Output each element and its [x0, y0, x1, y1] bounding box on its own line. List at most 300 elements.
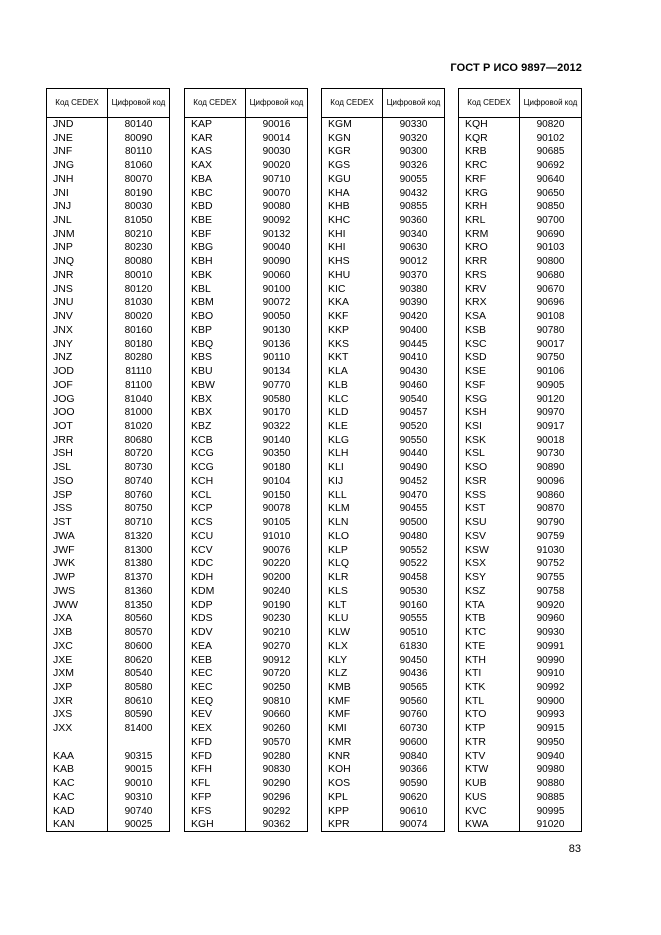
cedex-code-cell: JNP [47, 241, 108, 255]
table-row [185, 598, 308, 612]
numeric-code-cell: 90759 [520, 530, 582, 544]
table-row [322, 159, 445, 173]
column-header-num: Цифровой код [246, 89, 308, 118]
cedex-code-cell: KLB [322, 378, 383, 392]
table-row [459, 159, 582, 173]
numeric-code-cell: 90570 [246, 736, 308, 750]
cedex-code-cell: KLI [322, 461, 383, 475]
table-row [185, 310, 308, 324]
table-row [47, 736, 170, 750]
table-row [459, 447, 582, 461]
table-row [47, 433, 170, 447]
table-row [459, 351, 582, 365]
cedex-code-cell: KBA [185, 172, 246, 186]
table-row [185, 736, 308, 750]
cedex-code-cell: KFL [185, 777, 246, 791]
table-row [185, 324, 308, 338]
cedex-code-cell: KLX [322, 639, 383, 653]
table-row [47, 406, 170, 420]
cedex-code-cell: JXP [47, 681, 108, 695]
cedex-code-cell: KAX [185, 159, 246, 173]
cedex-code-cell: KTK [459, 681, 520, 695]
table-row [185, 461, 308, 475]
table-row [459, 584, 582, 598]
cedex-code-cell: KAN [47, 818, 108, 832]
numeric-code-cell: 61830 [383, 639, 445, 653]
numeric-code-cell: 90150 [246, 488, 308, 502]
numeric-code-cell: 81370 [108, 571, 170, 585]
numeric-code-cell: 90020 [246, 159, 308, 173]
numeric-code-cell: 81020 [108, 420, 170, 434]
numeric-code-cell: 80080 [108, 255, 170, 269]
numeric-code-cell: 81100 [108, 378, 170, 392]
table-row [322, 433, 445, 447]
table-row [47, 790, 170, 804]
numeric-code-cell: 80190 [108, 186, 170, 200]
table-row [459, 530, 582, 544]
cedex-code-cell: KBL [185, 282, 246, 296]
numeric-code-cell: 90132 [246, 227, 308, 241]
numeric-code-cell: 90950 [520, 736, 582, 750]
cedex-code-cell: JNU [47, 296, 108, 310]
cedex-code-cell: JOF [47, 378, 108, 392]
cedex-code-cell: KLY [322, 653, 383, 667]
numeric-code-cell: 80580 [108, 681, 170, 695]
cedex-code-cell: JSH [47, 447, 108, 461]
table-row [459, 736, 582, 750]
numeric-code-cell: 90136 [246, 337, 308, 351]
table-row [185, 365, 308, 379]
numeric-code-cell: 90040 [246, 241, 308, 255]
table-row [185, 378, 308, 392]
table-row [185, 241, 308, 255]
numeric-code-cell: 90018 [520, 433, 582, 447]
numeric-code-cell: 90500 [383, 516, 445, 530]
numeric-code-cell: 90930 [520, 626, 582, 640]
numeric-code-cell: 80570 [108, 626, 170, 640]
numeric-code-cell: 80620 [108, 653, 170, 667]
table-row [47, 557, 170, 571]
numeric-code-cell: 90210 [246, 626, 308, 640]
table-row [459, 337, 582, 351]
numeric-code-cell: 80750 [108, 502, 170, 516]
table-row [322, 722, 445, 736]
numeric-code-cell: 90320 [383, 131, 445, 145]
table-row [322, 392, 445, 406]
numeric-code-cell: 90072 [246, 296, 308, 310]
table-row [459, 378, 582, 392]
table-row [459, 749, 582, 763]
table-row [185, 131, 308, 145]
numeric-code-cell: 80030 [108, 200, 170, 214]
cedex-code-cell: KBZ [185, 420, 246, 434]
cedex-code-cell: KEC [185, 667, 246, 681]
numeric-code-cell: 90366 [383, 763, 445, 777]
table-row [459, 804, 582, 818]
table-row [322, 736, 445, 750]
table-row [185, 777, 308, 791]
cedex-code-cell: KDP [185, 598, 246, 612]
table-row [47, 708, 170, 722]
table-row [185, 612, 308, 626]
table-row [459, 241, 582, 255]
cedex-code-cell: KRR [459, 255, 520, 269]
cedex-code-cell: KTE [459, 639, 520, 653]
numeric-code-cell: 80210 [108, 227, 170, 241]
cedex-code-cell: JWW [47, 598, 108, 612]
cedex-code-cell: KGU [322, 172, 383, 186]
table-row [185, 763, 308, 777]
table-row [322, 255, 445, 269]
cedex-code-cell: KSL [459, 447, 520, 461]
cedex-code-cell: KTV [459, 749, 520, 763]
table-row [322, 749, 445, 763]
numeric-code-cell: 90630 [383, 241, 445, 255]
table-row [322, 598, 445, 612]
numeric-code-cell: 80710 [108, 516, 170, 530]
cedex-code-cell: JWA [47, 530, 108, 544]
table-row [47, 598, 170, 612]
numeric-code-cell: 90885 [520, 790, 582, 804]
cedex-code-cell: KSZ [459, 584, 520, 598]
cedex-code-cell: JNI [47, 186, 108, 200]
cedex-code-cell: KGN [322, 131, 383, 145]
table-row [322, 200, 445, 214]
table-row [47, 818, 170, 832]
numeric-code-cell: 90820 [520, 118, 582, 132]
cedex-code-cell: KRH [459, 200, 520, 214]
numeric-code-cell: 90995 [520, 804, 582, 818]
cedex-code-cell: KMB [322, 681, 383, 695]
table-row [47, 172, 170, 186]
numeric-code-cell: 90840 [383, 749, 445, 763]
cedex-code-cell: KKF [322, 310, 383, 324]
numeric-code-cell: 90014 [246, 131, 308, 145]
table-row [47, 475, 170, 489]
numeric-code-cell: 90180 [246, 461, 308, 475]
numeric-code-cell: 90436 [383, 667, 445, 681]
numeric-code-cell: 90130 [246, 324, 308, 338]
cedex-code-cell: KLT [322, 598, 383, 612]
numeric-code-cell: 90915 [520, 722, 582, 736]
cedex-code-cell: KRS [459, 269, 520, 283]
table-row [47, 337, 170, 351]
table-row [322, 365, 445, 379]
table-row [459, 269, 582, 283]
cedex-code-cell: KHA [322, 186, 383, 200]
numeric-code-cell: 90870 [520, 502, 582, 516]
cedex-code-cell: KHI [322, 241, 383, 255]
numeric-code-cell: 91010 [246, 530, 308, 544]
cedex-code-cell: KBG [185, 241, 246, 255]
cedex-code-cell: KCH [185, 475, 246, 489]
table-row [322, 612, 445, 626]
table-row [322, 378, 445, 392]
numeric-code-cell: 90855 [383, 200, 445, 214]
cedex-code-cell: KKS [322, 337, 383, 351]
cedex-code-cell: KBH [185, 255, 246, 269]
numeric-code-cell: 90550 [383, 433, 445, 447]
cedex-code-cell: KSC [459, 337, 520, 351]
table-row [459, 282, 582, 296]
numeric-code-cell: 80590 [108, 708, 170, 722]
cedex-code-cell: KSV [459, 530, 520, 544]
cedex-code-cell: KAA [47, 749, 108, 763]
numeric-code-cell: 90600 [383, 736, 445, 750]
cedex-code-cell: KAC [47, 790, 108, 804]
numeric-code-cell: 80010 [108, 269, 170, 283]
numeric-code-cell: 90096 [520, 475, 582, 489]
table-row [47, 639, 170, 653]
cedex-code-cell: KAP [185, 118, 246, 132]
numeric-code-cell: 90620 [383, 790, 445, 804]
numeric-code-cell [108, 736, 170, 750]
column-header-num: Цифровой код [108, 89, 170, 118]
cedex-code-cell: JXC [47, 639, 108, 653]
cedex-code-cell: KLL [322, 488, 383, 502]
cedex-code-cell: KGS [322, 159, 383, 173]
table-row [459, 145, 582, 159]
numeric-code-cell: 80140 [108, 118, 170, 132]
cedex-code-cell: JOG [47, 392, 108, 406]
numeric-code-cell: 90103 [520, 241, 582, 255]
cedex-code-cell: KTI [459, 667, 520, 681]
table-row [185, 667, 308, 681]
numeric-code-cell: 90106 [520, 365, 582, 379]
numeric-code-cell: 80560 [108, 612, 170, 626]
table-row [322, 337, 445, 351]
cedex-code-cell: KWA [459, 818, 520, 832]
table-row [322, 406, 445, 420]
numeric-code-cell: 90610 [383, 804, 445, 818]
cedex-code-cell: KLG [322, 433, 383, 447]
cedex-code-cell: JSO [47, 475, 108, 489]
cedex-code-cell: KLW [322, 626, 383, 640]
page-number: 83 [568, 843, 581, 855]
table-row [185, 282, 308, 296]
cedex-code-cell: KPL [322, 790, 383, 804]
numeric-code-cell: 90315 [108, 749, 170, 763]
cedex-code-cell: JRR [47, 433, 108, 447]
numeric-code-cell: 90700 [520, 214, 582, 228]
numeric-code-cell: 90430 [383, 365, 445, 379]
numeric-code-cell: 90510 [383, 626, 445, 640]
cedex-code-cell: JSS [47, 502, 108, 516]
numeric-code-cell: 90760 [383, 708, 445, 722]
cedex-code-cell: KSB [459, 324, 520, 338]
cedex-code-cell: KSR [459, 475, 520, 489]
table-row [47, 612, 170, 626]
numeric-code-cell: 90540 [383, 392, 445, 406]
table-row [459, 461, 582, 475]
cedex-code-cell: KCG [185, 461, 246, 475]
cedex-code-cell: KEQ [185, 694, 246, 708]
numeric-code-cell: 90452 [383, 475, 445, 489]
cedex-code-cell: JXR [47, 694, 108, 708]
numeric-code-cell: 90090 [246, 255, 308, 269]
cedex-code-cell: KBU [185, 365, 246, 379]
table-row [459, 681, 582, 695]
numeric-code-cell: 90420 [383, 310, 445, 324]
table-row [322, 763, 445, 777]
table-row [185, 818, 308, 832]
table-row [459, 667, 582, 681]
table-row [459, 227, 582, 241]
numeric-code-cell: 90890 [520, 461, 582, 475]
codes-table-1 [46, 88, 170, 832]
numeric-code-cell: 90692 [520, 159, 582, 173]
table-row [459, 626, 582, 640]
numeric-code-cell: 90993 [520, 708, 582, 722]
cedex-code-cell: KCV [185, 543, 246, 557]
cedex-code-cell: JOT [47, 420, 108, 434]
cedex-code-cell: JWK [47, 557, 108, 571]
numeric-code-cell: 81400 [108, 722, 170, 736]
cedex-code-cell: JXA [47, 612, 108, 626]
cedex-code-cell: KEB [185, 653, 246, 667]
numeric-code-cell: 90520 [383, 420, 445, 434]
cedex-code-cell: KLR [322, 571, 383, 585]
table-row [185, 392, 308, 406]
numeric-code-cell: 90322 [246, 420, 308, 434]
cedex-code-cell: JNQ [47, 255, 108, 269]
table-row [47, 447, 170, 461]
table-row [459, 200, 582, 214]
column-header-code: Код CEDEX [459, 89, 520, 118]
cedex-code-cell: KRG [459, 186, 520, 200]
numeric-code-cell: 90440 [383, 447, 445, 461]
table-row [185, 516, 308, 530]
table-row [47, 777, 170, 791]
cedex-code-cell: KHI [322, 227, 383, 241]
numeric-code-cell: 90905 [520, 378, 582, 392]
numeric-code-cell: 90555 [383, 612, 445, 626]
table-row [459, 172, 582, 186]
cedex-code-cell: KBC [185, 186, 246, 200]
numeric-code-cell: 90912 [246, 653, 308, 667]
cedex-code-cell: JNG [47, 159, 108, 173]
column-header-num: Цифровой код [520, 89, 582, 118]
table-row [185, 351, 308, 365]
table-row [47, 365, 170, 379]
table-row [47, 296, 170, 310]
cedex-code-cell: JNH [47, 172, 108, 186]
numeric-code-cell: 90860 [520, 488, 582, 502]
cedex-code-cell: JNM [47, 227, 108, 241]
table-row [322, 214, 445, 228]
numeric-code-cell: 90380 [383, 282, 445, 296]
table-row [322, 324, 445, 338]
cedex-code-cell: KBE [185, 214, 246, 228]
cedex-code-cell: JOD [47, 365, 108, 379]
numeric-code-cell: 90740 [108, 804, 170, 818]
table-row [322, 310, 445, 324]
cedex-code-cell: KKA [322, 296, 383, 310]
numeric-code-cell: 90300 [383, 145, 445, 159]
cedex-code-cell: KMI [322, 722, 383, 736]
table-row [47, 694, 170, 708]
cedex-code-cell: KDH [185, 571, 246, 585]
table-row [185, 653, 308, 667]
cedex-code-cell: KFD [185, 749, 246, 763]
table-row [322, 818, 445, 832]
cedex-code-cell: KSO [459, 461, 520, 475]
numeric-code-cell: 81380 [108, 557, 170, 571]
table-row [47, 681, 170, 695]
cedex-code-cell: KBF [185, 227, 246, 241]
table-row [322, 694, 445, 708]
cedex-code-cell: JOO [47, 406, 108, 420]
cedex-code-cell: KAR [185, 131, 246, 145]
codes-table-body [185, 118, 308, 832]
numeric-code-cell: 90012 [383, 255, 445, 269]
numeric-code-cell: 90880 [520, 777, 582, 791]
table-row [322, 790, 445, 804]
numeric-code-cell: 90015 [108, 763, 170, 777]
table-row [322, 420, 445, 434]
numeric-code-cell: 90790 [520, 516, 582, 530]
numeric-code-cell: 90830 [246, 763, 308, 777]
numeric-code-cell: 90330 [383, 118, 445, 132]
table-row [185, 584, 308, 598]
numeric-code-cell: 90296 [246, 790, 308, 804]
cedex-code-cell: JNR [47, 269, 108, 283]
table-row [322, 131, 445, 145]
numeric-code-cell: 80120 [108, 282, 170, 296]
cedex-code-cell: KLE [322, 420, 383, 434]
numeric-code-cell: 90105 [246, 516, 308, 530]
column-header-code: Код CEDEX [47, 89, 108, 118]
table-row [322, 543, 445, 557]
cedex-code-cell: KLD [322, 406, 383, 420]
numeric-code-cell: 90750 [520, 351, 582, 365]
numeric-code-cell: 91020 [520, 818, 582, 832]
table-row [322, 681, 445, 695]
table-row [322, 118, 445, 132]
numeric-code-cell: 90470 [383, 488, 445, 502]
numeric-code-cell: 80110 [108, 145, 170, 159]
cedex-code-cell: JSP [47, 488, 108, 502]
table-row [322, 667, 445, 681]
table-row [322, 557, 445, 571]
numeric-code-cell: 90991 [520, 639, 582, 653]
cedex-code-cell: KSI [459, 420, 520, 434]
numeric-code-cell: 90450 [383, 653, 445, 667]
table-row [322, 639, 445, 653]
cedex-code-cell: KIC [322, 282, 383, 296]
numeric-code-cell: 60730 [383, 722, 445, 736]
cedex-code-cell: KRB [459, 145, 520, 159]
numeric-code-cell: 90770 [246, 378, 308, 392]
cedex-code-cell: KLP [322, 543, 383, 557]
numeric-code-cell: 81350 [108, 598, 170, 612]
cedex-code-cell: KRF [459, 172, 520, 186]
cedex-code-cell [47, 736, 108, 750]
cedex-code-cell: KHB [322, 200, 383, 214]
table-row [47, 571, 170, 585]
cedex-code-cell: KLH [322, 447, 383, 461]
cedex-code-cell: KNR [322, 749, 383, 763]
cedex-code-cell: KLZ [322, 667, 383, 681]
numeric-code-cell: 90980 [520, 763, 582, 777]
cedex-code-cell: KRV [459, 282, 520, 296]
numeric-code-cell: 90016 [246, 118, 308, 132]
numeric-code-cell: 90104 [246, 475, 308, 489]
table-row [185, 255, 308, 269]
table-row [47, 310, 170, 324]
numeric-code-cell: 80020 [108, 310, 170, 324]
codes-table-body [459, 118, 582, 832]
